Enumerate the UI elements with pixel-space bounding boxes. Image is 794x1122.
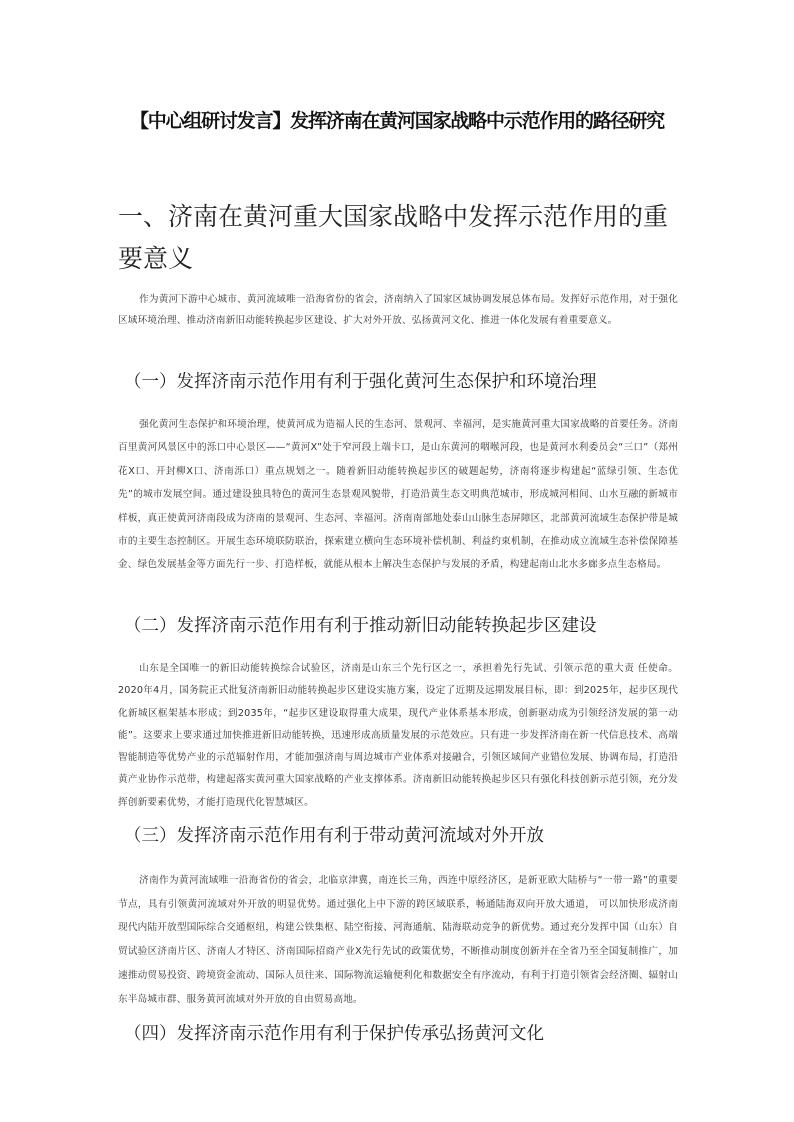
section-body-3: 济南作为黄河流域唯一沿海省份的省会，北临京津冀，南连长三角，西连中原经济区，是新亚欧大陆桥与“一带一路”的重要节点，具有引领黄河流域对外开放的明显优势。通过强化上中下游的跨区域联系，畅通陆海双向开放大通道， 可以加快形成济南现代内陆开放型国际综合交通枢纽，构建公铁集枢、陆空衔接、河海通航、陆海联动竞争的新优势。通过充分发挥中国（山东）自贸试验区济南片区、济南人才特区、济南国际招商产业X先行先试的政策优势，不断推动制度创新并在全省乃至全国复制推广，加速推动贸易投资、跨境资金流动、国际人员往来、国际物流运输便利化和数据安全有序流动，有利于打造引领省会经济圈、辐射山东半岛城市群、服务黄河流域对外开放的自由贸易高地。 — [118, 875, 678, 1005]
section-heading-3: （三）发挥济南示范作用有利于带动黄河流域对外开放 — [124, 826, 544, 846]
section-body-2: 山东是全国唯一的新旧动能转换综合试验区，济南是山东三个先行区之一，承担着先行先试、引领示范的重大责 任使命。2020年4月，国务院正式批复济南新旧动能转换起步区建设实施方案，设定了近期及远期发展目标，即：到2025年，起步区现代化新城区框架基本形成；到2035年，“起步区建设取得重大成果，现代产业体系基本形成，创新驱动成为引领经济发展的第一动能”。这要求上要求通过加快推进新旧动能转换，迅速形成高质量发展的示范效应。只有进一步发挥济南在新一代信息技术、高端智能制造等优势产业的示范辐射作用，才能加强济南与周边城市产业体系对接融合，引领区域间产业错位发展、协调布局，打造沿黄产业协作示范带，构建起落实黄河重大国家战略的产业支撑体系。济南新旧动能转换起步区只有强化科技创新示范引领，充分发挥创新要素优势，才能打造现代化智慧城区。 — [118, 663, 678, 808]
section-heading-1: （一）发挥济南示范作用有利于强化黄河生态保护和环境治理 — [124, 372, 597, 392]
section-body-1: 强化黄河生态保护和环境治理，使黄河成为造福人民的生态河、景观河、幸福河，是实施黄河重大国家战略的首要任务。济南百里黄河风景区中的泺口中心景区——“黄河X”处于窄河段上端卡口，是山东黄河的咽喉河段，也是黄河水利委员会“三口”（郑州花X口、开封柳X口、济南泺口）重点规划之一。随着新旧动能转换起步区的破题起势，济南将逐步构建起“蓝绿引领、生态优先”的城市发展空间。通过建设独具特色的黄河生态景观风貌带，打造沿黄生态文明典范城市，形成城河相间、山水互融的新城市样板，真正使黄河济南段成为济南的景观河、生态河、幸福河。济南南部地处泰山山脉生态屏障区，北部黄河流域生态保护带是城市的主要生态控制区。开展生态环境联防联治，探索建立横向生态环境补偿机制、利益约束机制，在推动成立流域生态补偿保障基金、绿色发展基金等方面先行一步、打造样板，就能从根本上解决生态保护与发展的矛盾，构建起南山北水多廊多点生态格局。 — [118, 419, 678, 571]
section-heading-4: （四）发挥济南示范作用有利于保护传承弘扬黄河文化 — [124, 1024, 544, 1044]
chapter-heading: 一、济南在黄河重大国家战略中发挥示范作用的重要意义 — [118, 202, 669, 273]
section-heading-2: （二）发挥济南示范作用有利于推动新旧动能转换起步区建设 — [124, 616, 597, 636]
document-title: 【中心组研讨发言】发挥济南在黄河国家战略中示范作用的路径研究 — [129, 110, 664, 132]
intro-paragraph: 作为黄河下游中心城市、黄河流域唯一沿海省份的省会，济南纳入了国家区域协调发展总体布局。发挥好示范作用，对于强化区域环境治理、推动济南新旧动能转换起步区建设、扩大对外开放、弘扬黄河文化、推进一体化发展有着重要意义。 — [118, 294, 678, 326]
